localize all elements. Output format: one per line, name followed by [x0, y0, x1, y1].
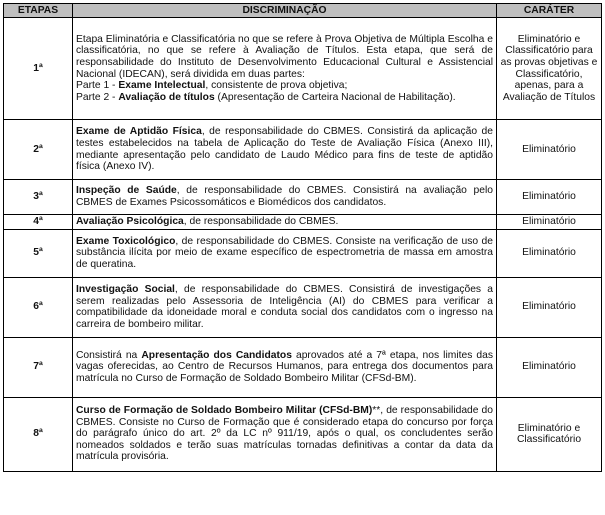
bold-text: Exame Toxicológico	[76, 235, 176, 247]
text: aprovados até a 7ª etapa, nos limites das vagas oferecidas, ao Centro de Recursos Humanos, para entrega dos documentos para matrícula no Curso de Formação de Soldado Bombeiro Militar (CFSd-BM).	[76, 349, 494, 384]
carater-cell: Eliminatório	[497, 120, 602, 180]
etapa-cell: 6ª	[4, 277, 73, 337]
etapa-cell: 7ª	[4, 337, 73, 397]
description-line	[76, 350, 493, 385]
discriminacao-cell	[73, 277, 497, 337]
bold-text: Investigação Social	[76, 283, 175, 295]
stages-table	[3, 3, 602, 472]
discriminacao-cell	[73, 18, 497, 120]
discriminacao-cell	[73, 337, 497, 397]
carater-cell: Eliminatório	[497, 277, 602, 337]
description-line	[76, 126, 493, 172]
etapa-cell: 1ª	[4, 18, 73, 120]
text: , consistente de prova objetiva;	[205, 80, 348, 92]
etapa-cell: 3ª	[4, 180, 73, 215]
discriminacao-cell	[73, 229, 497, 277]
description-line	[76, 80, 493, 92]
table-row	[4, 180, 602, 215]
discriminacao-cell	[73, 397, 497, 471]
bold-text: Inspeção de Saúde	[76, 185, 177, 197]
table-row	[4, 215, 602, 230]
carater-cell: Eliminatório e Classificatório	[497, 397, 602, 471]
description-line	[76, 284, 493, 330]
description-line	[76, 405, 493, 463]
etapa-cell: 2ª	[4, 120, 73, 180]
discriminacao-cell	[73, 120, 497, 180]
text: Parte 1 -	[76, 80, 119, 92]
carater-cell: Eliminatório	[497, 180, 602, 215]
text: , de responsabilidade do CBMES. Consistirá na avaliação pelo CBMES de Exames Psicossomáticos e Biomédicos dos candidatos.	[76, 185, 493, 208]
table-row	[4, 337, 602, 397]
carater-cell: Eliminatório	[497, 229, 602, 277]
table-row	[4, 397, 602, 471]
carater-cell: Eliminatório e Classificatório para as provas objetivas e Classificatório, apenas, para a Avaliação de Títulos	[497, 18, 602, 120]
text: **, de responsabilidade do CBMES. Consiste no Curso de Formação que é considerado etapa do concurso por força do parágrafo único do art. 2º da LC nº 911/19, após o qual, os concludentes serão nomeados soldados e terão suas matrículas tornadas definitivas a contar da data da matrícula provisória.	[76, 405, 493, 463]
description-line	[76, 236, 493, 271]
etapa-cell: 4ª	[4, 215, 73, 230]
carater-cell: Eliminatório	[497, 215, 602, 230]
etapa-cell: 8ª	[4, 397, 73, 471]
discriminacao-cell	[73, 180, 497, 215]
bold-text: Curso de Formação de Soldado Bombeiro Militar (CFSd-BM)	[76, 405, 373, 417]
text: , de responsabilidade do CBMES.	[183, 216, 339, 227]
text: Etapa Eliminatória e Classificatória no que se refere à Prova Objetiva de Múltipla Escolha e classificatória, no que se refere à Avaliação de Títulos. Esta etapa, que será de responsabilidade do Instituto de Desenvolvimento Educacional Cultural e Assistencial Nacional (IDECAN), será dividida em duas partes:	[76, 33, 493, 80]
table-row	[4, 277, 602, 337]
bold-text: Avaliação de títulos	[118, 91, 215, 103]
text: Consistirá na	[76, 349, 142, 361]
description-line	[76, 92, 493, 104]
description-line	[76, 185, 493, 208]
etapa-cell: 5ª	[4, 229, 73, 277]
description-line	[76, 216, 493, 228]
carater-cell: Eliminatório	[497, 337, 602, 397]
text: , de responsabilidade do CBMES. Consistirá da aplicação de testes estabelecidos na tabela de Aplicação do Teste de Avaliação Física (Anexo III), mediante apresentação pelo candidato de Laudo Médico para fins de teste de aptidão física (Anexo IV).	[76, 126, 493, 173]
discriminacao-cell	[73, 215, 497, 230]
bold-text: Exame Intelectual	[118, 80, 206, 92]
text: (Apresentação de Carteira Nacional de Habilitação).	[214, 91, 456, 103]
bold-text: Exame de Aptidão Física	[76, 126, 202, 138]
description-line	[76, 34, 493, 80]
table-row	[4, 120, 602, 180]
table-row	[4, 229, 602, 277]
bold-text: Avaliação Psicológica	[76, 216, 184, 227]
header-carater: CARÁTER	[497, 4, 602, 18]
text: , de responsabilidade do CBMES. Consiste na verificação de uso de substância ilícita por meio de exame específico de espectrometria de massa em amostra de queratina.	[76, 235, 493, 270]
header-etapas: ETAPAS	[4, 4, 73, 18]
text: Parte 2 -	[76, 91, 119, 103]
header-discriminacao: DISCRIMINAÇÃO	[73, 4, 497, 18]
bold-text: Apresentação dos Candidatos	[141, 349, 292, 361]
table-row	[4, 18, 602, 120]
header-row	[4, 4, 602, 18]
text: , de responsabilidade do CBMES. Consistirá de investigações a serem realizadas pelo Assessoria de Inteligência (AI) do CBMES para verificar a compatibilidade da idoneidade moral e conduta social dos candidatos com o ingresso na carreira de bombeiro militar.	[76, 283, 493, 330]
